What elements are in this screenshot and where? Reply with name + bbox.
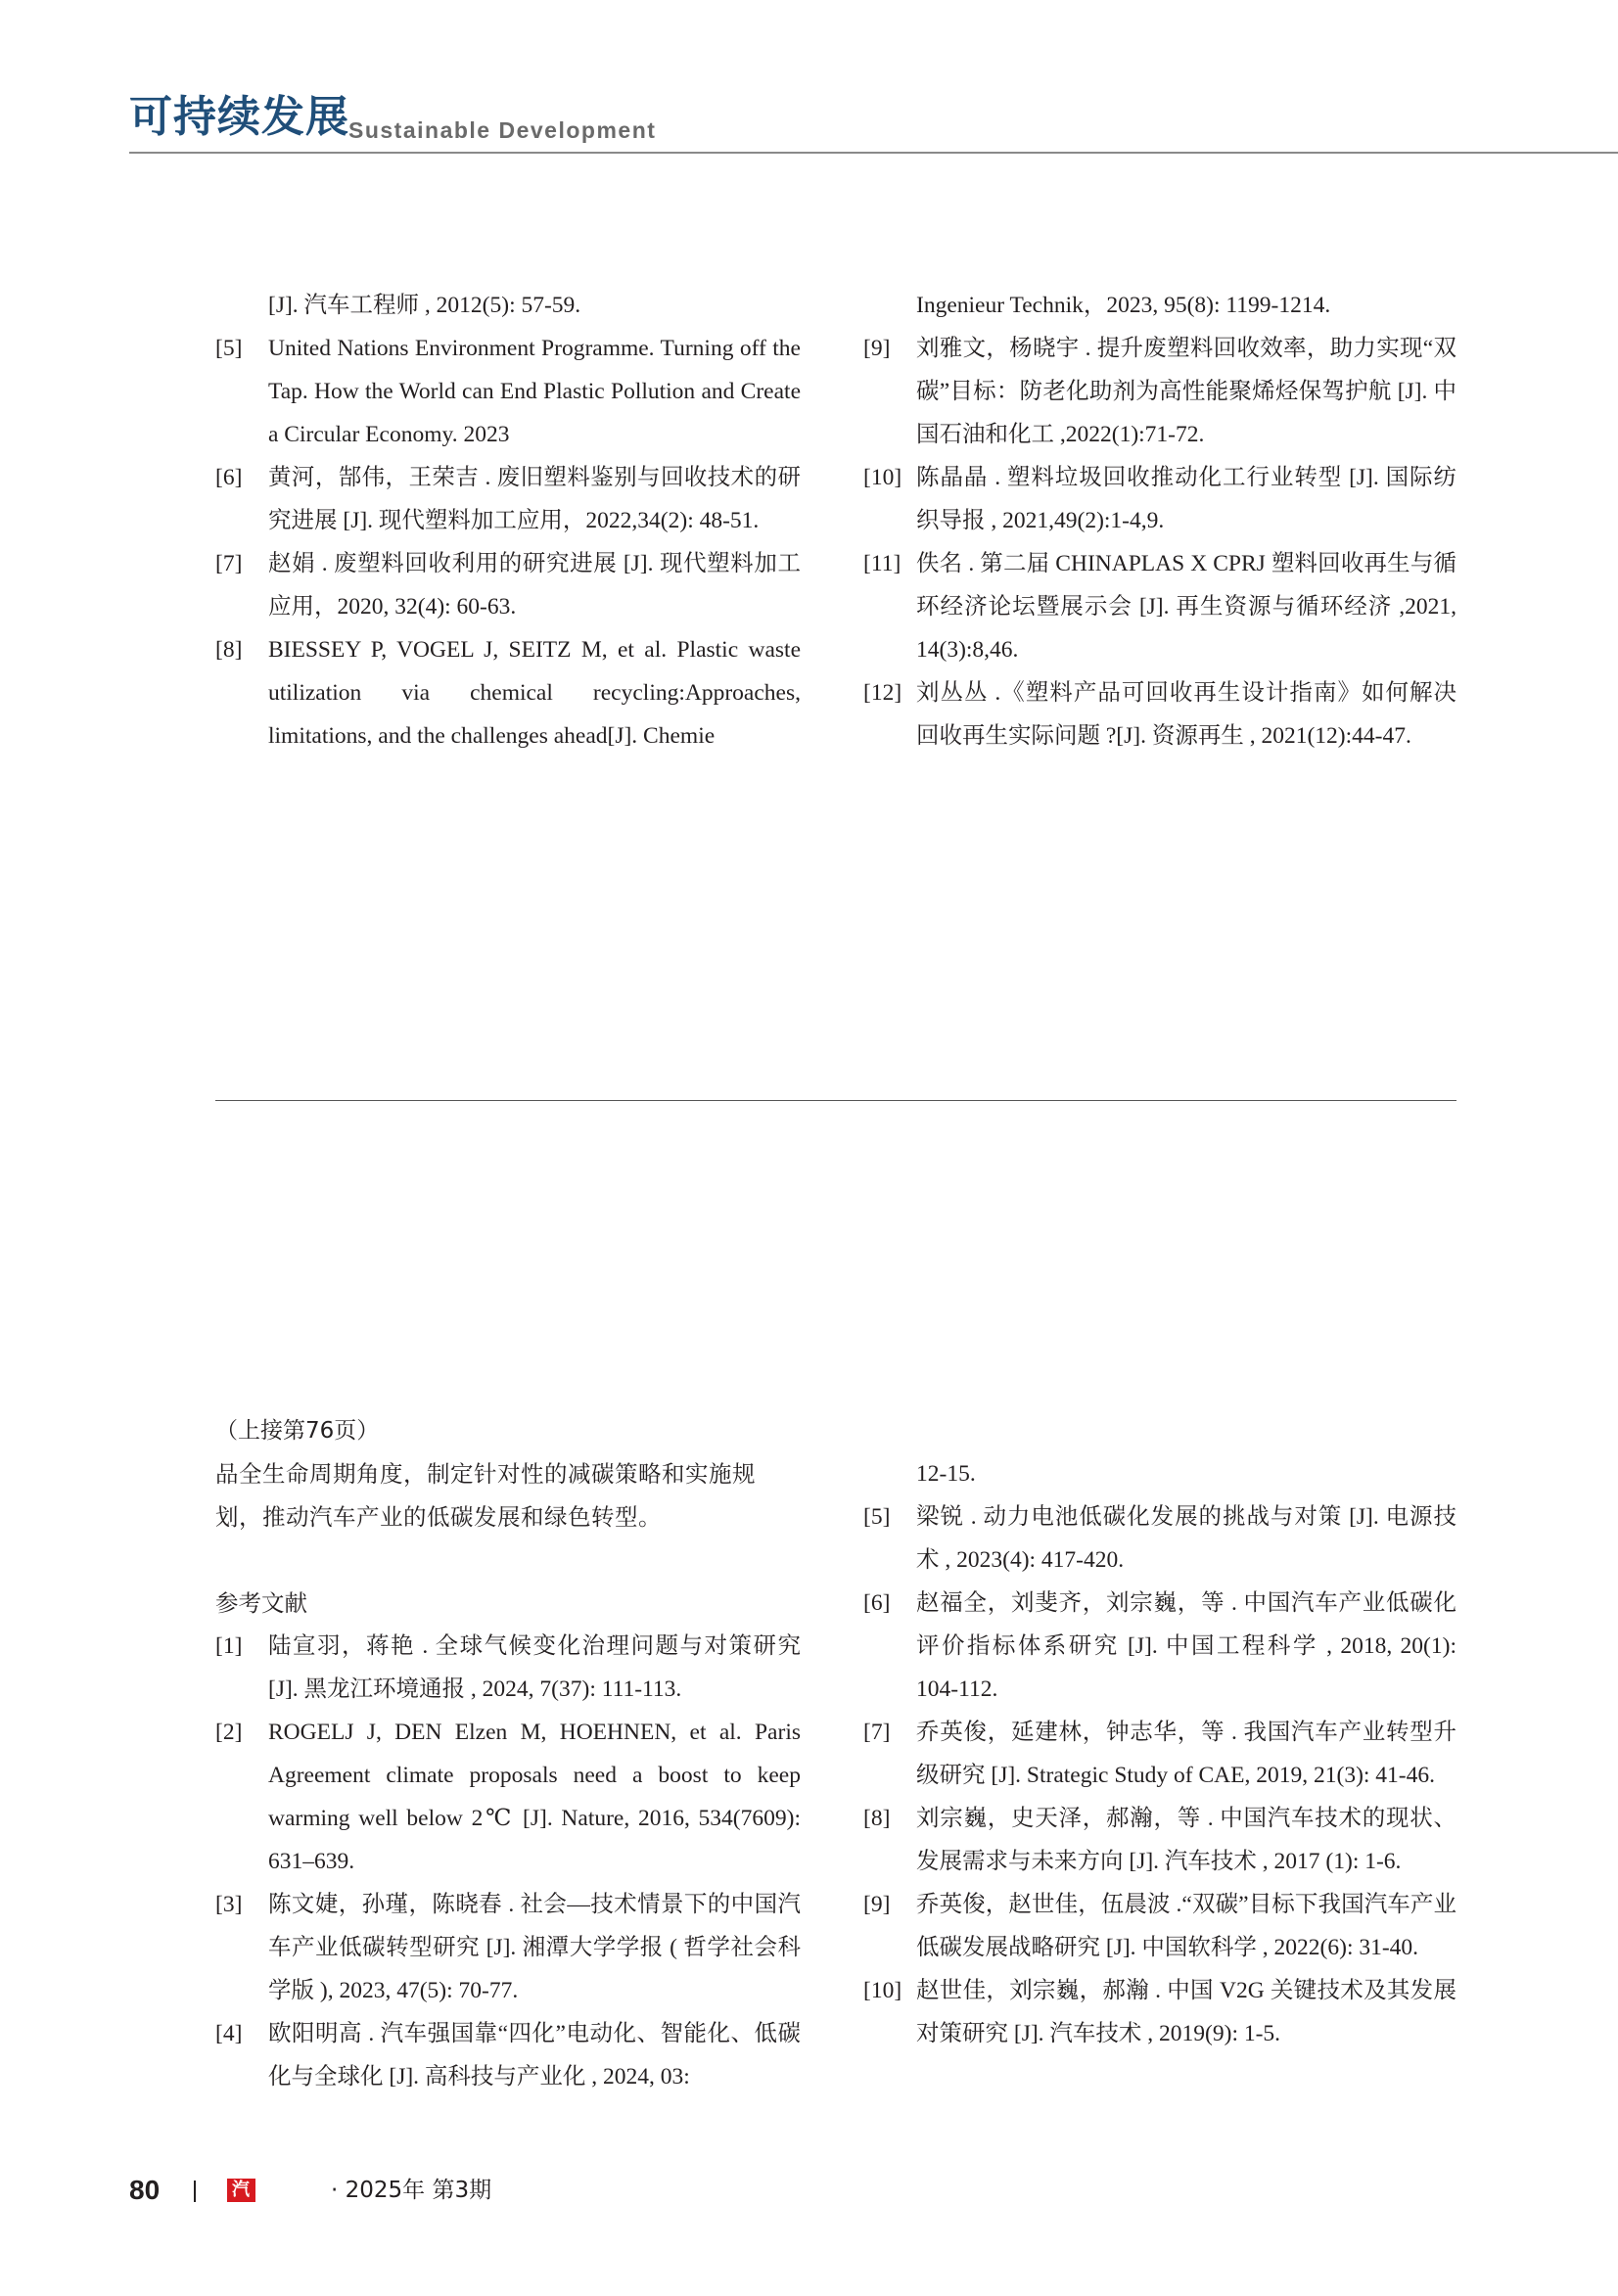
reference-text: 陆宣羽，蒋艳 . 全球气候变化治理问题与对策研究 [J]. 黑龙江环境通报 , 2024, 7(37): 111-113. xyxy=(268,1633,801,1702)
reference-text: ROGELJ J, DEN Elzen M, HOEHNEN, et al. Paris Agreement climate proposals need a boost to keep warming well below 2℃ [J]. Nature, 2016, 534(7609): 631–639. xyxy=(268,1720,801,1874)
reference-text: 赵世佳，刘宗巍，郝瀚 . 中国 V2G 关键技术及其发展对策研究 [J]. 汽车技术 , 2019(9): 1-5. xyxy=(916,1978,1456,2046)
reference-item xyxy=(863,456,1456,542)
reference-number: [1] xyxy=(215,1633,243,1659)
reference-text: 黄河，郜伟，王荣吉 . 废旧塑料鉴别与回收技术的研究进展 [J]. 现代塑料加工应用，2022,34(2): 48-51. xyxy=(268,465,801,533)
reference-number: [10] xyxy=(863,1978,902,2003)
reference-text: 乔英俊，赵世佳，伍晨波 .“双碳”目标下我国汽车产业低碳发展战略研究 [J]. 中国软科学 , 2022(6): 31-40. xyxy=(916,1892,1456,1960)
reference-item xyxy=(863,284,1456,327)
reference-number: [5] xyxy=(863,1504,891,1530)
reference-number: [11] xyxy=(863,551,901,576)
magazine-logo: 汽车制造业 xyxy=(227,2179,255,2202)
section-divider xyxy=(215,1100,1456,1101)
top-right-references xyxy=(863,284,1456,758)
reference-item xyxy=(863,327,1456,456)
header-rule xyxy=(129,152,1618,154)
reference-number: [6] xyxy=(215,465,243,490)
reference-item xyxy=(215,2012,801,2098)
reference-number: [4] xyxy=(215,2021,243,2046)
reference-number: [8] xyxy=(863,1806,891,1831)
reference-text: 乔英俊，延建林，钟志华，等 . 我国汽车产业转型升级研究 [J]. Strategic Study of CAE, 2019, 21(3): 41-46. xyxy=(916,1720,1456,1788)
reference-item xyxy=(215,1883,801,2012)
reference-text: 刘宗巍，史天泽，郝瀚，等 . 中国汽车技术的现状、发展需求与未来方向 [J]. 汽车技术 , 2017 (1): 1-6. xyxy=(916,1806,1456,1874)
reference-item xyxy=(215,456,801,542)
reference-text: 梁锐 . 动力电池低碳化发展的挑战与对策 [J]. 电源技术 , 2023(4): 417-420. xyxy=(916,1504,1456,1573)
reference-number: [9] xyxy=(863,336,891,361)
footer-separator xyxy=(194,2181,196,2202)
reference-item xyxy=(215,628,801,758)
page-number: 80 xyxy=(129,2175,161,2205)
reference-item xyxy=(863,1452,1456,1495)
reference-item xyxy=(863,1495,1456,1582)
reference-item xyxy=(863,1582,1456,1711)
reference-number: [6] xyxy=(863,1590,891,1616)
section-title-en: Sustainable Development xyxy=(348,117,657,143)
reference-item xyxy=(215,284,801,327)
reference-text: 佚名 . 第二届 CHINAPLAS X CPRJ 塑料回收再生与循环经济论坛暨展示会 [J]. 再生资源与循环经济 ,2021, 14(3):8,46. xyxy=(916,551,1456,663)
page-header xyxy=(0,0,1618,157)
reference-number: [7] xyxy=(863,1720,891,1745)
top-left-references xyxy=(215,284,801,758)
reference-text: 赵娟 . 废塑料回收利用的研究进展 [J]. 现代塑料加工应用，2020, 32(4): 60-63. xyxy=(268,551,801,620)
bottom-right-references xyxy=(863,1452,1456,2055)
body-paragraph: 品全生命周期角度，制定针对性的减碳策略和实施规划，推动汽车产业的低碳发展和绿色转型。 xyxy=(215,1460,756,1531)
reference-number: [3] xyxy=(215,1892,243,1917)
reference-item xyxy=(215,1711,801,1883)
bottom-left-references xyxy=(215,1625,801,2098)
continued-note: （上接第76页） xyxy=(215,1418,380,1444)
reference-text: 刘丛丛 .《塑料产品可回收再生设计指南》如何解决回收再生实际问题 ?[J]. 资源再生 , 2021(12):44-47. xyxy=(916,680,1456,749)
reference-text: [J]. 汽车工程师 , 2012(5): 57-59. xyxy=(268,293,581,318)
reference-number: [8] xyxy=(215,637,243,663)
issue-label: · 2025年 第3期 xyxy=(331,2178,492,2203)
reference-number: [10] xyxy=(863,465,902,490)
reference-number: [2] xyxy=(215,1720,243,1745)
reference-item xyxy=(863,1797,1456,1883)
reference-item xyxy=(215,542,801,628)
reference-number: [7] xyxy=(215,551,243,576)
reference-text: United Nations Environment Programme. Turning off the Tap. How the World can End Plastic Pollution and Create a Circular Economy. 2023 xyxy=(268,336,801,447)
reference-text: 刘雅文，杨晓宇 . 提升废塑料回收效率，助力实现“双碳”目标：防老化助剂为高性能聚烯烃保驾护航 [J]. 中国石油和化工 ,2022(1):71-72. xyxy=(916,336,1456,447)
reference-text: 赵福全，刘斐齐，刘宗巍，等 . 中国汽车产业低碳化评价指标体系研究 [J]. 中国工程科学 , 2018, 20(1): 104-112. xyxy=(916,1590,1456,1702)
reference-item xyxy=(863,1711,1456,1797)
reference-text: 欧阳明高 . 汽车强国靠“四化”电动化、智能化、低碳化与全球化 [J]. 高科技与产业化 , 2024, 03: xyxy=(268,2021,801,2089)
reference-item xyxy=(215,327,801,456)
reference-number: [9] xyxy=(863,1892,891,1917)
reference-item xyxy=(863,1883,1456,1969)
reference-text: 陈晶晶 . 塑料垃圾回收推动化工行业转型 [J]. 国际纺织导报 , 2021,49(2):1-4,9. xyxy=(916,465,1456,533)
reference-text: 12-15. xyxy=(916,1461,976,1487)
reference-item xyxy=(863,1969,1456,2055)
section-title-cn: 可持续发展 xyxy=(129,92,349,142)
references-heading: 参考文献 xyxy=(215,1589,307,1617)
bottom-left-column xyxy=(215,1452,801,2098)
reference-item xyxy=(863,542,1456,671)
reference-text: Ingenieur Technik，2023, 95(8): 1199-1214. xyxy=(916,293,1331,318)
reference-number: [12] xyxy=(863,680,902,706)
reference-item xyxy=(215,1625,801,1711)
reference-text: 陈文婕，孙瑾，陈晓春 . 社会—技术情景下的中国汽车产业低碳转型研究 [J]. 湘潭大学学报 ( 哲学社会科学版 ), 2023, 47(5): 70-77. xyxy=(268,1892,801,2003)
reference-item xyxy=(863,671,1456,758)
reference-number: [5] xyxy=(215,336,243,361)
reference-text: BIESSEY P, VOGEL J, SEITZ M, et al. Plastic waste utilization via chemical recycling:Approaches, limitations, and the challenges ahead[J]. Chemie xyxy=(268,637,801,749)
